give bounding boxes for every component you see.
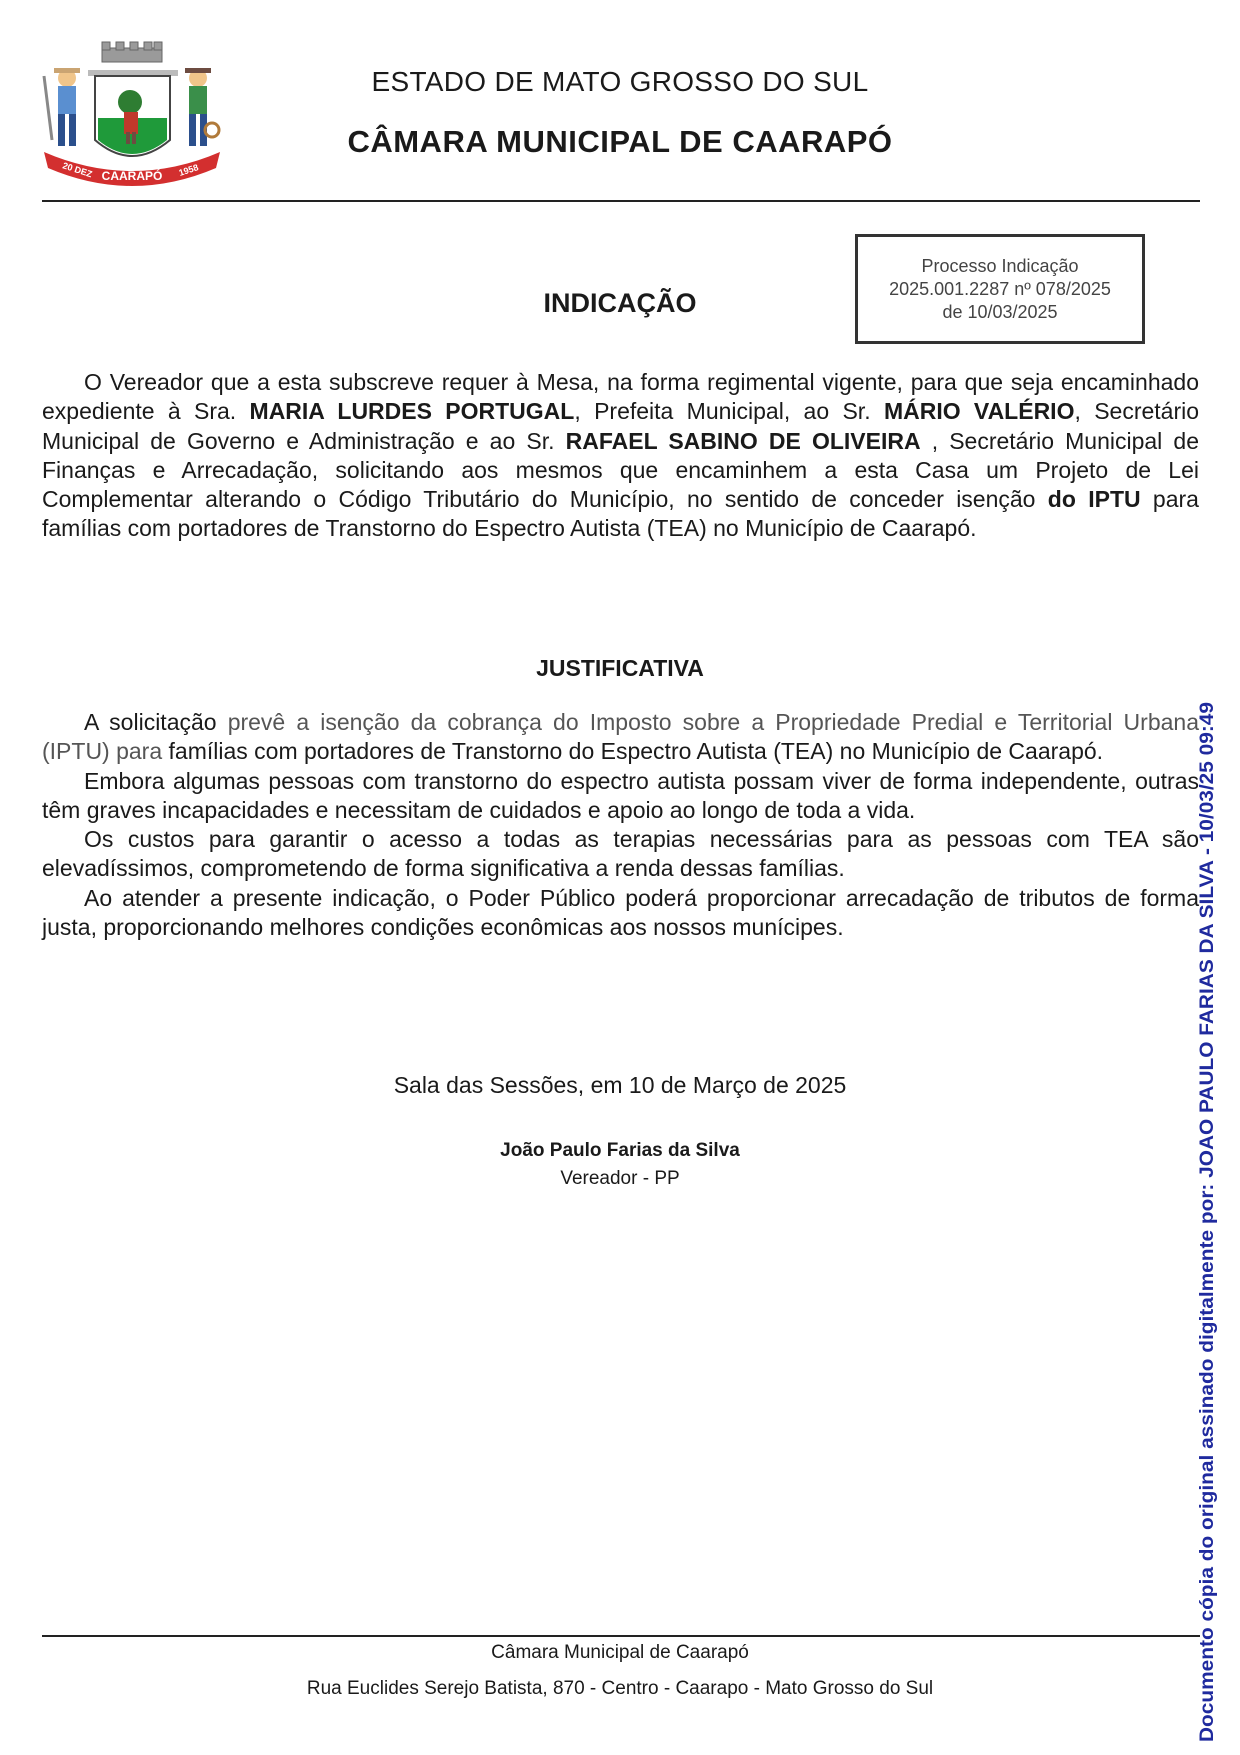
request-name-secretary-gov: MÁRIO VALÉRIO xyxy=(883,398,1075,425)
chamber-heading: CÂMARA MUNICIPAL DE CAARAPÓ xyxy=(347,124,893,159)
justification-p1-start: A solicitação xyxy=(84,709,228,735)
justification-title: JUSTIFICATIVA xyxy=(536,655,704,681)
justification-paragraph-3: Os custos para garantir o acesso a todas as terapias necessárias para as pessoas com TEA são elevadíssimos, comprometendo de forma significativa a renda dessas famílias. xyxy=(42,826,1199,882)
request-text-4: , Secretário Municipal de Finanças e Arrecadação, solicitando aos mesmos que encaminhem a esta Casa um Projeto de Lei Complementar alterando o Código Tributário do Município, no sentido de conceder isenção xyxy=(42,427,1199,513)
header-divider xyxy=(42,200,1200,202)
justification-paragraph-4: Ao atender a presente indicação, o Poder Público poderá proporcionar arrecadação de tributos de forma justa, proporcionando melhores condições econômicas aos nossos munícipes. xyxy=(42,884,1199,941)
logo-ribbon-center-text: CAARAPÓ xyxy=(101,169,163,183)
document-title: INDICAÇÃO xyxy=(543,288,697,318)
request-text-3: , Secretário Municipal de Governo e Administração e ao Sr. xyxy=(42,398,1200,454)
footer-divider xyxy=(42,1635,1200,1637)
request-name-mayor: MARIA LURDES PORTUGAL xyxy=(249,398,575,425)
digital-signature-stamp xyxy=(1188,692,1222,1747)
logo-ribbon-right-text: 1958 xyxy=(177,162,200,178)
signer-name: João Paulo Farias da Silva xyxy=(500,1140,740,1161)
digital-signature-text: Documento cópia do original assinado digitalmente por: JOAO PAULO FARIAS DA SILVA - 10/03/25 09:49 xyxy=(1196,769,1218,1742)
signer-role: Vereador - PP xyxy=(560,1168,680,1189)
municipal-coat-of-arms-logo xyxy=(40,40,225,190)
justification-p1-highlight: prevê a isenção da cobrança do Imposto sobre a Propriedade Predial e Territorial Urbana (IPTU) para xyxy=(42,709,1199,765)
request-text-1: O Vereador que a esta subscreve requer à Mesa, na forma regimental vigente, para que seja encaminhado expediente à Sra. xyxy=(42,369,1199,425)
request-text-5: para famílias com portadores de Transtorno do Espectro Autista (TEA) no Município de Caarapó. xyxy=(42,486,1199,542)
footer-address: Rua Euclides Serejo Batista, 870 - Centro - Caarapo - Mato Grosso do Sul xyxy=(306,1678,934,1699)
process-stamp-line2: 2025.001.2287 nº 078/2025 xyxy=(889,278,1111,299)
justification-paragraph-1 xyxy=(42,708,1199,767)
process-stamp-line1: Processo Indicação xyxy=(921,255,1079,276)
justification-p1-end: famílias com portadores de Transtorno do Espectro Autista (TEA) no Município de Caarapó. xyxy=(162,738,1104,765)
justification-body xyxy=(42,708,1199,942)
request-tax-highlight: do IPTU xyxy=(1047,486,1141,513)
request-paragraph xyxy=(42,368,1199,544)
request-text-2: , Prefeita Municipal, ao Sr. xyxy=(574,398,884,425)
state-heading: ESTADO DE MATO GROSSO DO SUL xyxy=(371,66,869,97)
request-name-secretary-fin: RAFAEL SABINO DE OLIVEIRA xyxy=(565,427,921,454)
process-stamp-line3: de 10/03/2025 xyxy=(942,301,1058,322)
footer-organization: Câmara Municipal de Caarapó xyxy=(491,1642,749,1663)
place-and-date: Sala das Sessões, em 10 de Março de 2025 xyxy=(393,1072,847,1098)
justification-paragraph-2: Embora algumas pessoas com transtorno do espectro autista possam viver de forma independente, outras têm graves incapacidades e necessitam de cuidados e apoio ao longo de toda a vida. xyxy=(42,767,1199,823)
logo-ribbon-left-text: 20 DEZ xyxy=(61,160,94,180)
